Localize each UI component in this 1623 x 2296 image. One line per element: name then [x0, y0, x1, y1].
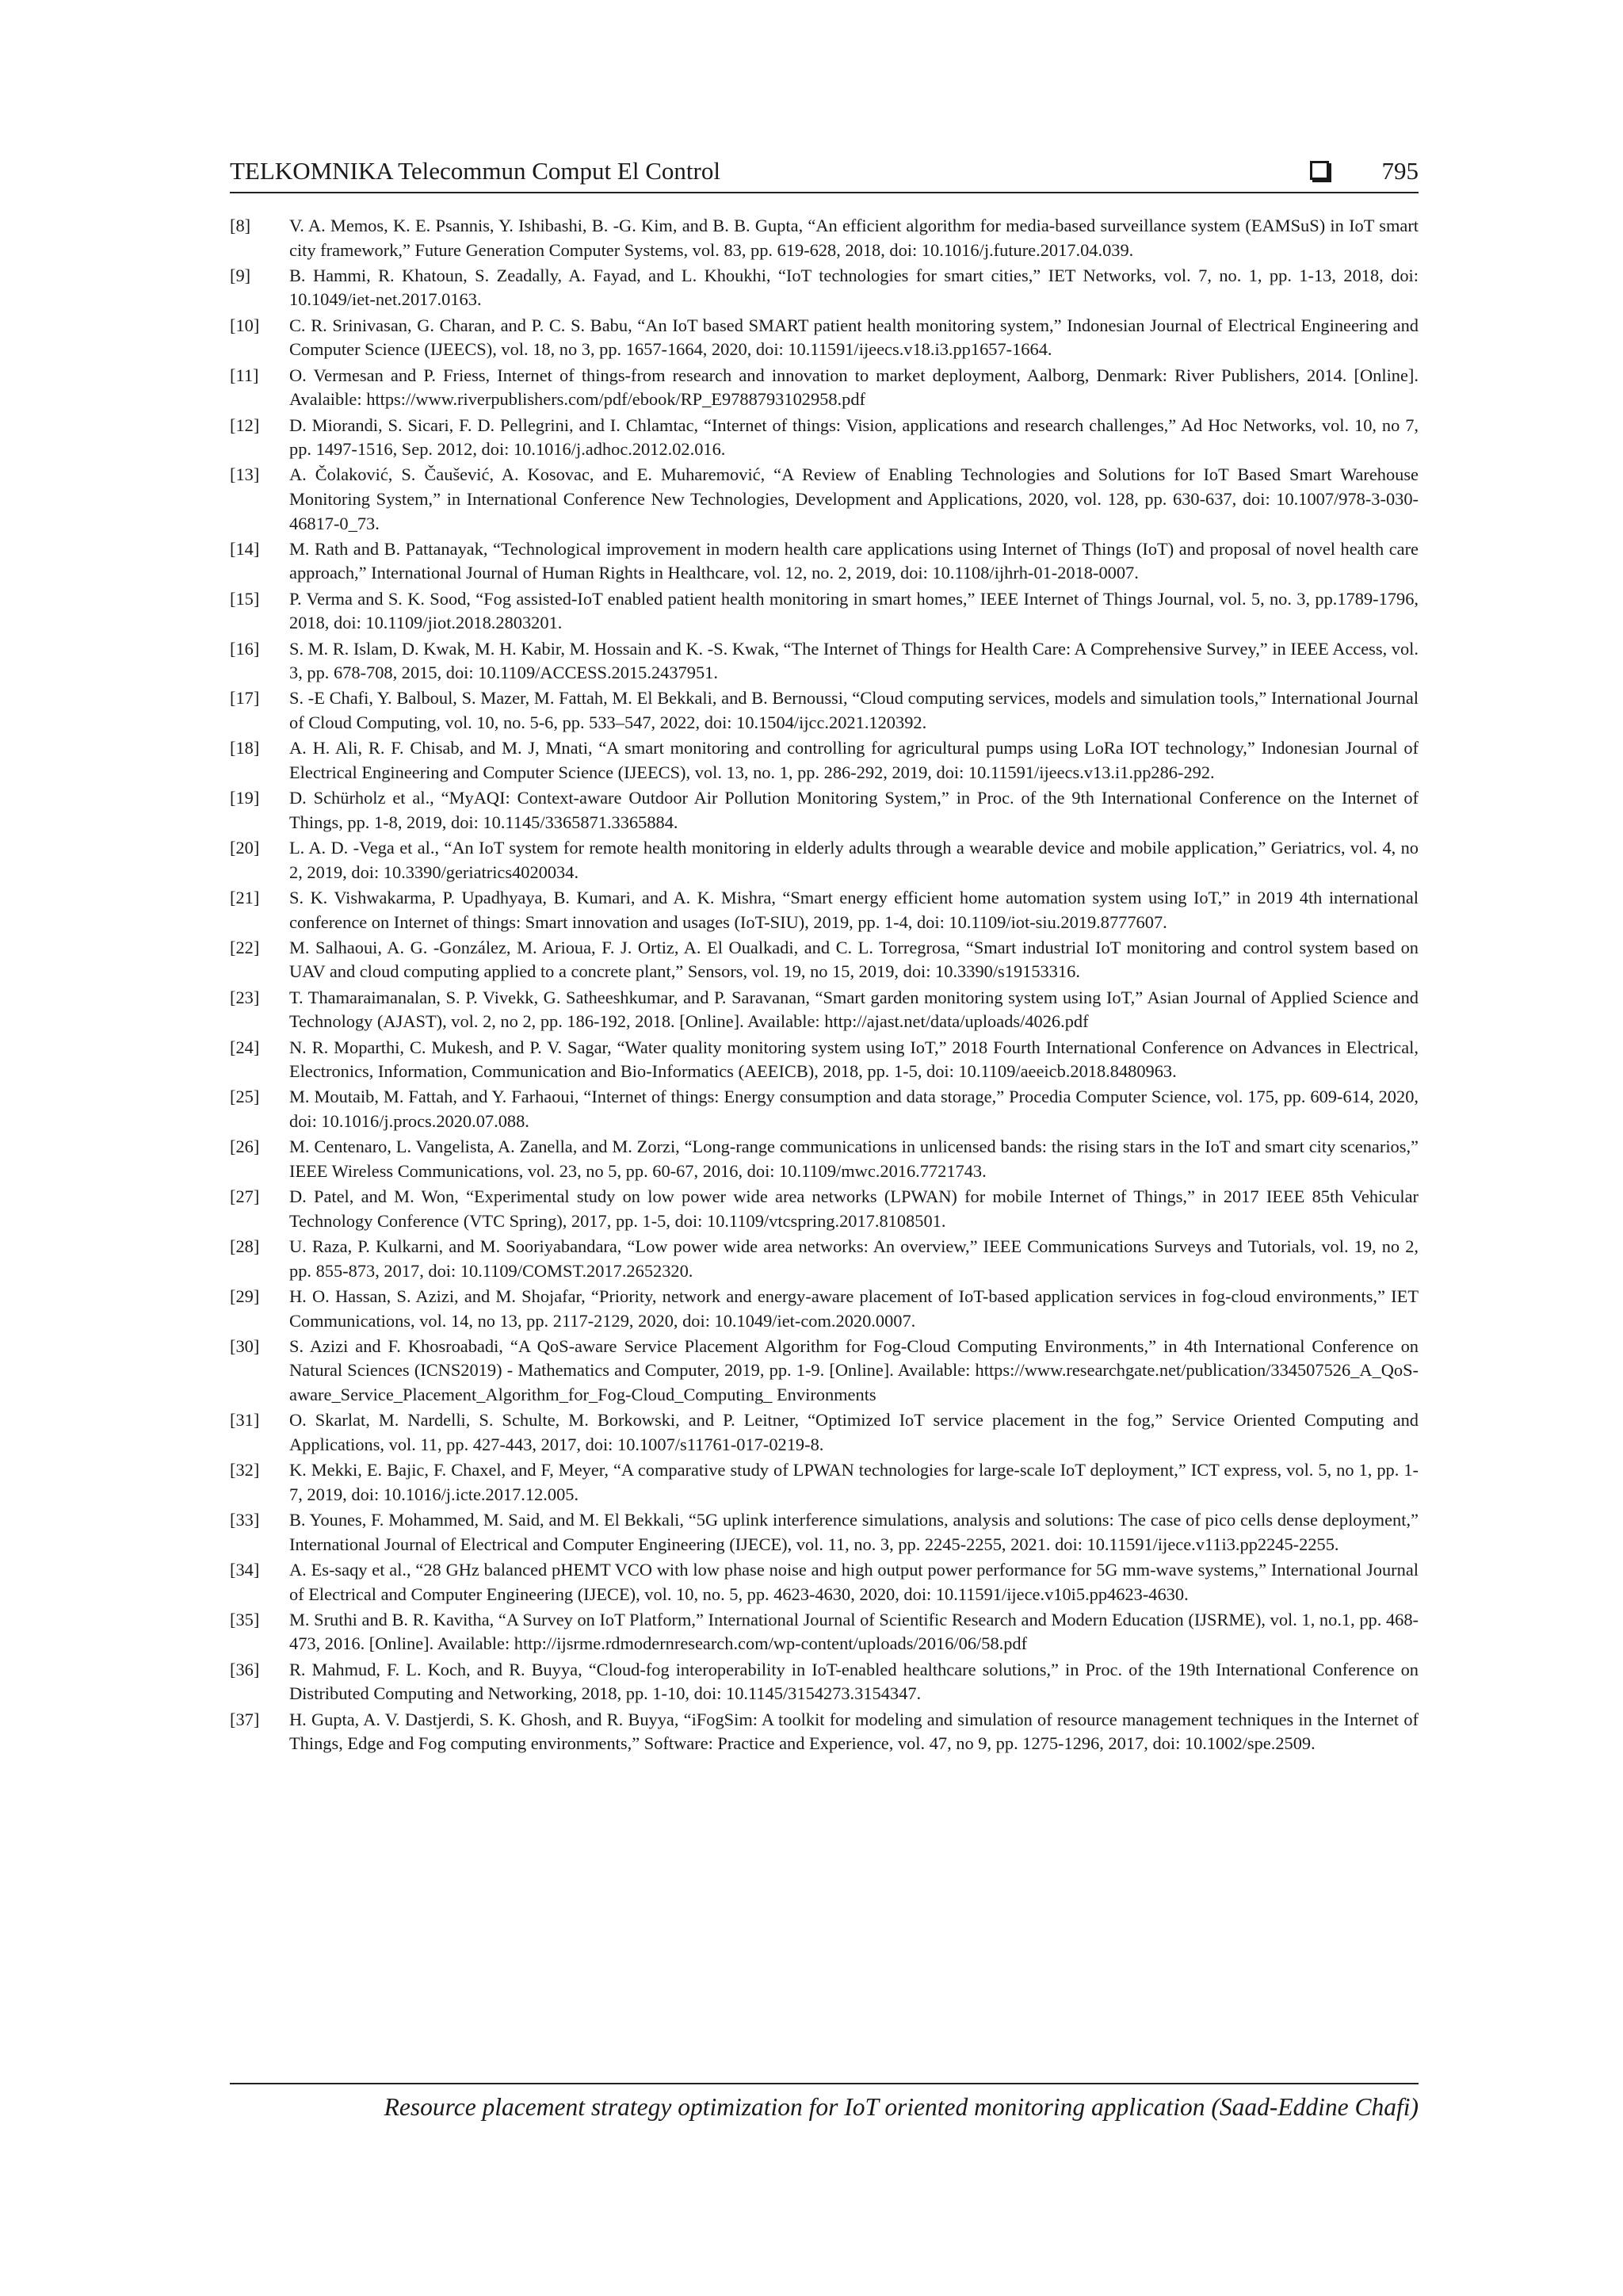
reference-item: [230, 736, 1419, 785]
reference-item: [230, 1185, 1419, 1233]
reference-number: [36]: [230, 1659, 260, 1679]
reference-item: [230, 637, 1419, 686]
reference-text: P. Verma and S. K. Sood, “Fog assisted-IoT enabled patient health monitoring in smart homes,” IEEE Internet of Things Journal, vol. 5, no. 3, pp.1789-1796, 2018, doi: 10.1109/jiot.2018.2803201.: [289, 588, 1419, 633]
reference-number: [9]: [230, 265, 251, 285]
reference-number: [32]: [230, 1460, 260, 1480]
reference-number: [19]: [230, 788, 260, 808]
reference-text: A. Es-saqy et al., “28 GHz balanced pHEMT VCO with low phase noise and high output power performance for 5G mm-wave systems,” International Journal of Electrical and Computer Engineering (IJECE), vol. 10, no. 5, pp. 4623-4630, 2020, doi: 10.11591/ijece.v10i5.pp4623-4630.: [289, 1559, 1419, 1604]
reference-number: [23]: [230, 987, 260, 1007]
reference-item: [230, 1036, 1419, 1084]
reference-item: [230, 537, 1419, 586]
reference-number: [24]: [230, 1037, 260, 1057]
page-number: 795: [1381, 157, 1419, 185]
reference-text: M. Salhaoui, A. G. -González, M. Arioua, F. J. Ortiz, A. El Oualkadi, and C. L. Torregrosa, “Smart industrial IoT monitoring and control system based on UAV and cloud computing applied to a concrete plant,” Sensors, vol. 19, no 15, 2019, doi: 10.3390/s19153316.: [289, 937, 1419, 982]
reference-number: [11]: [230, 365, 259, 385]
reference-item: [230, 1335, 1419, 1408]
reference-item: [230, 1458, 1419, 1507]
running-footer: Resource placement strategy optimization for IoT oriented monitoring application (Saad-Eddine Chafi): [230, 2083, 1419, 2123]
reference-text: A. H. Ali, R. F. Chisab, and M. J, Mnati, “A smart monitoring and controlling for agricultural pumps using LoRa IOT technology,” Indonesian Journal of Electrical Engineering and Computer Science (IJEECS), vol. 13, no. 1, pp. 286-292, 2019, doi: 10.11591/ijeecs.v13.i1.pp286-292.: [289, 738, 1419, 782]
reference-text: D. Schürholz et al., “MyAQI: Context-aware Outdoor Air Pollution Monitoring System,” in Proc. of the 9th International Conference on the Internet of Things, pp. 1-8, 2019, doi: 10.1145/3365871.3365884.: [289, 788, 1419, 832]
reference-number: [18]: [230, 738, 260, 758]
reference-item: [230, 1235, 1419, 1283]
reference-text: S. K. Vishwakarma, P. Upadhyaya, B. Kumari, and A. K. Mishra, “Smart energy efficient home automation system using IoT,” in 2019 4th international conference on Internet of things: Smart innovation and usages (IoT-SIU), 2019, pp. 1-4, doi: 10.1109/iot-siu.2019.8777607.: [289, 887, 1419, 932]
journal-title: TELKOMNIKA Telecommun Comput El Control: [230, 157, 720, 185]
reference-number: [28]: [230, 1236, 260, 1257]
reference-item: [230, 786, 1419, 835]
reference-text: C. R. Srinivasan, G. Charan, and P. C. S. Babu, “An IoT based SMART patient health monitoring system,” Indonesian Journal of Electrical Engineering and Computer Science (IJEECS), vol. 18, no 3, pp. 1657-1664, 2020, doi: 10.11591/ijeecs.v18.i3.pp1657-1664.: [289, 315, 1419, 360]
reference-number: [8]: [230, 216, 251, 235]
reference-number: [26]: [230, 1137, 260, 1157]
reference-item: [230, 214, 1419, 262]
reference-number: [13]: [230, 464, 260, 485]
reference-text: B. Hammi, R. Khatoun, S. Zeadally, A. Fayad, and L. Khoukhi, “IoT technologies for smart cities,” IET Networks, vol. 7, no. 1, pp. 1-13, 2018, doi: 10.1049/iet-net.2017.0163.: [289, 265, 1419, 310]
reference-item: [230, 314, 1419, 362]
reference-item: [230, 1558, 1419, 1606]
reference-number: [20]: [230, 838, 260, 858]
reference-text: D. Patel, and M. Won, “Experimental study on low power wide area networks (LPWAN) for mobile Internet of Things,” in 2017 IEEE 85th Vehicular Technology Conference (VTC Spring), 2017, pp. 1-5, doi: 10.1109/vtcspring.2017.8108501.: [289, 1186, 1419, 1231]
reference-number: [27]: [230, 1186, 260, 1207]
reference-text: U. Raza, P. Kulkarni, and M. Sooriyabandara, “Low power wide area networks: An overview,” IEEE Communications Surveys and Tutorials, vol. 19, no 2, pp. 855-873, 2017, doi: 10.1109/COMST.2017.2652320.: [289, 1236, 1419, 1281]
reference-text: O. Skarlat, M. Nardelli, S. Schulte, M. Borkowski, and P. Leitner, “Optimized IoT service placement in the fog,” Service Oriented Computing and Applications, vol. 11, pp. 427-443, 2017, doi: 10.1007/s11761-017-0219-8.: [289, 1410, 1419, 1454]
reference-item: [230, 463, 1419, 536]
reference-number: [33]: [230, 1510, 260, 1530]
reference-item: [230, 1135, 1419, 1183]
reference-number: [10]: [230, 315, 260, 335]
reference-number: [34]: [230, 1559, 260, 1580]
reference-item: [230, 936, 1419, 984]
reference-item: [230, 886, 1419, 934]
reference-text: M. Centenaro, L. Vangelista, A. Zanella, and M. Zorzi, “Long-range communications in unlicensed bands: the rising stars in the IoT and smart city scenarios,” IEEE Wireless Communications, vol. 23, no 5, pp. 60-67, 2016, doi: 10.1109/mwc.2016.7721743.: [289, 1137, 1419, 1181]
reference-number: [17]: [230, 688, 260, 709]
reference-number: [25]: [230, 1087, 260, 1107]
reference-number: [29]: [230, 1286, 260, 1306]
reference-text: R. Mahmud, F. L. Koch, and R. Buyya, “Cloud-fog interoperability in IoT-enabled healthcare solutions,” in Proc. of the 19th International Conference on Distributed Computing and Networking, 2018, pp. 1-10, doi: 10.1145/3154273.3154347.: [289, 1659, 1419, 1704]
reference-number: [16]: [230, 638, 260, 659]
reference-number: [37]: [230, 1709, 260, 1729]
reference-item: [230, 1508, 1419, 1557]
reference-text: N. R. Moparthi, C. Mukesh, and P. V. Sagar, “Water quality monitoring system using IoT,” 2018 Fourth International Conference on Advances in Electrical, Electronics, Information, Communication and Bio-Informatics (AEEICB), 2018, pp. 1-5, doi: 10.1109/aeeicb.2018.8480963.: [289, 1037, 1419, 1082]
reference-item: [230, 1658, 1419, 1706]
reference-number: [35]: [230, 1609, 260, 1629]
reference-text: H. O. Hassan, S. Azizi, and M. Shojafar, “Priority, network and energy-aware placement of IoT-based application services in fog-cloud environments,” IET Communications, vol. 14, no 13, pp. 2117-2129, 2020, doi: 10.1049/iet-com.2020.0007.: [289, 1286, 1419, 1331]
reference-text: H. Gupta, A. V. Dastjerdi, S. K. Ghosh, and R. Buyya, “iFogSim: A toolkit for modeling and simulation of resource management techniques in the Internet of Things, Edge and Fog computing environments,” Software: Practice and Experience, vol. 47, no 9, pp. 1275-1296, 2017, doi: 10.1002/spe.2509.: [289, 1709, 1419, 1754]
reference-text: D. Miorandi, S. Sicari, F. D. Pellegrini, and I. Chlamtac, “Internet of things: Vision, applications and research challenges,” Ad Hoc Networks, vol. 10, no 7, pp. 1497-1516, Sep. 2012, doi: 10.1016/j.adhoc.2012.02.016.: [289, 415, 1419, 460]
reference-text: S. Azizi and F. Khosroabadi, “A QoS-aware Service Placement Algorithm for Fog-Cloud Computing Environments,” in 4th International Conference on Natural Sciences (ICNS2019) - Mathematics and Computer, 2019, pp. 1-9. [Online]. Available: https://www.researchgate.net/publication/334507526_A_QoS-aware_Service_Placement_Algorithm_for_Fog-Cloud_Computing_ Environments: [289, 1335, 1419, 1405]
reference-item: [230, 587, 1419, 636]
reference-number: [12]: [230, 415, 260, 435]
reference-number: [31]: [230, 1410, 260, 1431]
reference-item: [230, 1408, 1419, 1457]
reference-number: [22]: [230, 937, 260, 957]
reference-item: [230, 414, 1419, 462]
reference-item: [230, 364, 1419, 412]
reference-item: [230, 264, 1419, 312]
reference-text: M. Sruthi and B. R. Kavitha, “A Survey on IoT Platform,” International Journal of Scientific Research and Modern Education (IJSRME), vol. 1, no.1, pp. 468-473, 2016. [Online]. Available: http://ijsrme.rdmodernresearch.com/wp-content/uploads/2016/06/58.pdf: [289, 1609, 1419, 1654]
reference-number: [15]: [230, 588, 260, 609]
reference-text: A. Čolaković, S. Čaušević, A. Kosovac, and E. Muharemović, “A Review of Enabling Technologies and Solutions for IoT Based Smart Warehouse Monitoring System,” in International Conference New Technologies, Development and Applications, 2020, vol. 128, pp. 630-637, doi: 10.1007/978-3-030-46817-0_73.: [289, 464, 1419, 533]
reference-list: [230, 214, 1419, 1757]
reference-text: S. -E Chafi, Y. Balboul, S. Mazer, M. Fattah, M. El Bekkali, and B. Bernoussi, “Cloud computing services, models and simulation tools,” International Journal of Cloud Computing, vol. 10, no. 5-6, pp. 533–547, 2022, doi: 10.1504/ijcc.2021.120392.: [289, 688, 1419, 733]
reference-item: [230, 1708, 1419, 1756]
reference-text: S. M. R. Islam, D. Kwak, M. H. Kabir, M. Hossain and K. -S. Kwak, “The Internet of Things for Health Care: A Comprehensive Survey,” in IEEE Access, vol. 3, pp. 678-708, 2015, doi: 10.1109/ACCESS.2015.2437951.: [289, 638, 1419, 683]
reference-number: [14]: [230, 538, 260, 559]
reference-item: [230, 1285, 1419, 1333]
running-header: [230, 155, 1419, 193]
reference-number: [21]: [230, 887, 260, 907]
reference-item: [230, 1608, 1419, 1656]
reference-text: V. A. Memos, K. E. Psannis, Y. Ishibashi, B. -G. Kim, and B. B. Gupta, “An efficient algorithm for media-based surveillance system (EAMSuS) in IoT smart city framework,” Future Generation Computer Systems, vol. 83, pp. 619-628, 2018, doi: 10.1016/j.future.2017.04.039.: [289, 216, 1419, 260]
reference-item: [230, 686, 1419, 735]
reference-text: T. Thamaraimanalan, S. P. Vivekk, G. Satheeshkumar, and P. Saravanan, “Smart garden monitoring system using IoT,” Asian Journal of Applied Science and Technology (AJAST), vol. 2, no 2, pp. 186-192, 2018. [Online]. Available: http://ajast.net/data/uploads/4026.pdf: [289, 987, 1419, 1032]
square-box-icon: [1310, 161, 1329, 180]
reference-number: [30]: [230, 1335, 260, 1356]
reference-item: [230, 1085, 1419, 1133]
reference-text: K. Mekki, E. Bajic, F. Chaxel, and F, Meyer, “A comparative study of LPWAN technologies for large-scale IoT deployment,” ICT express, vol. 5, no 1, pp. 1-7, 2019, doi: 10.1016/j.icte.2017.12.005.: [289, 1460, 1419, 1504]
reference-text: M. Rath and B. Pattanayak, “Technological improvement in modern health care applications using Internet of Things (IoT) and proposal of novel health care approach,” International Journal of Human Rights in Healthcare, vol. 12, no. 2, 2019, doi: 10.1108/ijhrh-01-2018-0007.: [289, 538, 1419, 583]
reference-item: [230, 986, 1419, 1034]
reference-text: B. Younes, F. Mohammed, M. Said, and M. El Bekkali, “5G uplink interference simulations, analysis and solutions: The case of pico cells dense deployment,” International Journal of Electrical and Computer Engineering (IJECE), vol. 11, no. 3, pp. 2245-2255, 2021. doi: 10.11591/ijece.v11i3.pp2245-2255.: [289, 1510, 1419, 1554]
reference-text: M. Moutaib, M. Fattah, and Y. Farhaoui, “Internet of things: Energy consumption and data storage,” Procedia Computer Science, vol. 175, pp. 609-614, 2020, doi: 10.1016/j.procs.2020.07.088.: [289, 1087, 1419, 1132]
reference-text: L. A. D. -Vega et al., “An IoT system for remote health monitoring in elderly adults through a wearable device and mobile application,” Geriatrics, vol. 4, no 2, 2019, doi: 10.3390/geriatrics4020034.: [289, 838, 1419, 882]
reference-text: O. Vermesan and P. Friess, Internet of things-from research and innovation to market deployment, Aalborg, Denmark: River Publishers, 2014. [Online]. Avalaible: https://www.riverpublishers.com/pdf/ebook/RP_E9788793102958.pdf: [289, 365, 1419, 410]
reference-item: [230, 836, 1419, 884]
